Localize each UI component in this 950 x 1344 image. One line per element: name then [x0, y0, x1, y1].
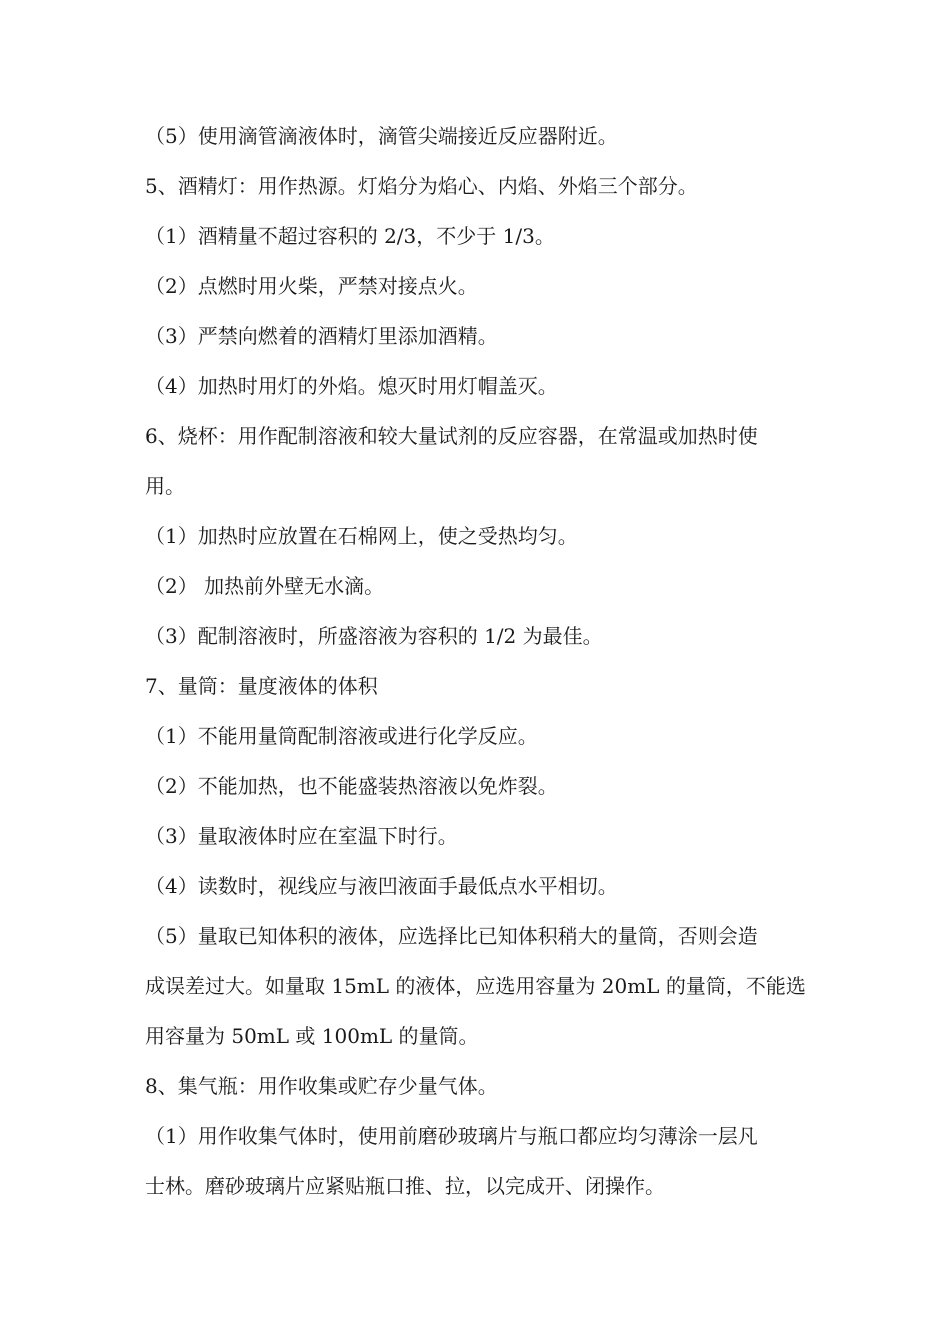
text-line-no-adding: （3）严禁向燃着的酒精灯里添加酒精。 [145, 324, 498, 348]
text-line-vaseline-continued: 士林。磨砂玻璃片应紧贴瓶口推、拉，以完成开、闭操作。 [145, 1174, 665, 1198]
text-line-room-temp: （3）量取液体时应在室温下时行。 [145, 824, 458, 848]
text-line-outer-flame: （4）加热时用灯的外焰。熄灭时用灯帽盖灭。 [145, 374, 558, 398]
text-line-choose-cylinder-continued: 成误差过大。如量取 15mL 的液体，应选用容量为 20mL 的量筒，不能选 [145, 974, 806, 998]
text-line-no-water-drops: （2） 加热前外壁无水滴。 [145, 574, 385, 598]
text-line-half-volume: （3）配制溶液时，所盛溶液为容积的 1/2 为最佳。 [145, 624, 603, 648]
text-line-choose-cylinder: （5）量取已知体积的液体，应选择比已知体积稍大的量筒，否则会造 [145, 924, 758, 948]
text-line-asbestos-net: （1）加热时应放置在石棉网上，使之受热均匀。 [145, 524, 578, 548]
text-line-no-reactions: （1）不能用量筒配制溶液或进行化学反应。 [145, 724, 538, 748]
text-line-dropper-tip: （5）使用滴管滴液体时，滴管尖端接近反应器附近。 [145, 124, 618, 148]
heading-graduated-cylinder: 7、量筒：量度液体的体积 [145, 674, 378, 698]
text-line-vaseline: （1）用作收集气体时，使用前磨砂玻璃片与瓶口都应均匀薄涂一层凡 [145, 1124, 758, 1148]
heading-gas-bottle: 8、集气瓶：用作收集或贮存少量气体。 [145, 1074, 498, 1098]
text-line-reading: （4）读数时，视线应与液凹液面手最低点水平相切。 [145, 874, 618, 898]
heading-beaker: 6、烧杯：用作配制溶液和较大量试剂的反应容器，在常温或加热时使 [145, 424, 758, 448]
text-line-lighting: （2）点燃时用火柴，严禁对接点火。 [145, 274, 478, 298]
text-line-choose-cylinder-end: 用容量为 50mL 或 100mL 的量筒。 [145, 1024, 479, 1048]
text-line-alcohol-volume: （1）酒精量不超过容积的 2/3，不少于 1/3。 [145, 224, 555, 248]
text-line-no-heating: （2）不能加热，也不能盛装热溶液以免炸裂。 [145, 774, 558, 798]
heading-alcohol-lamp: 5、酒精灯：用作热源。灯焰分为焰心、内焰、外焰三个部分。 [145, 174, 698, 198]
heading-beaker-continued: 用。 [145, 474, 185, 498]
